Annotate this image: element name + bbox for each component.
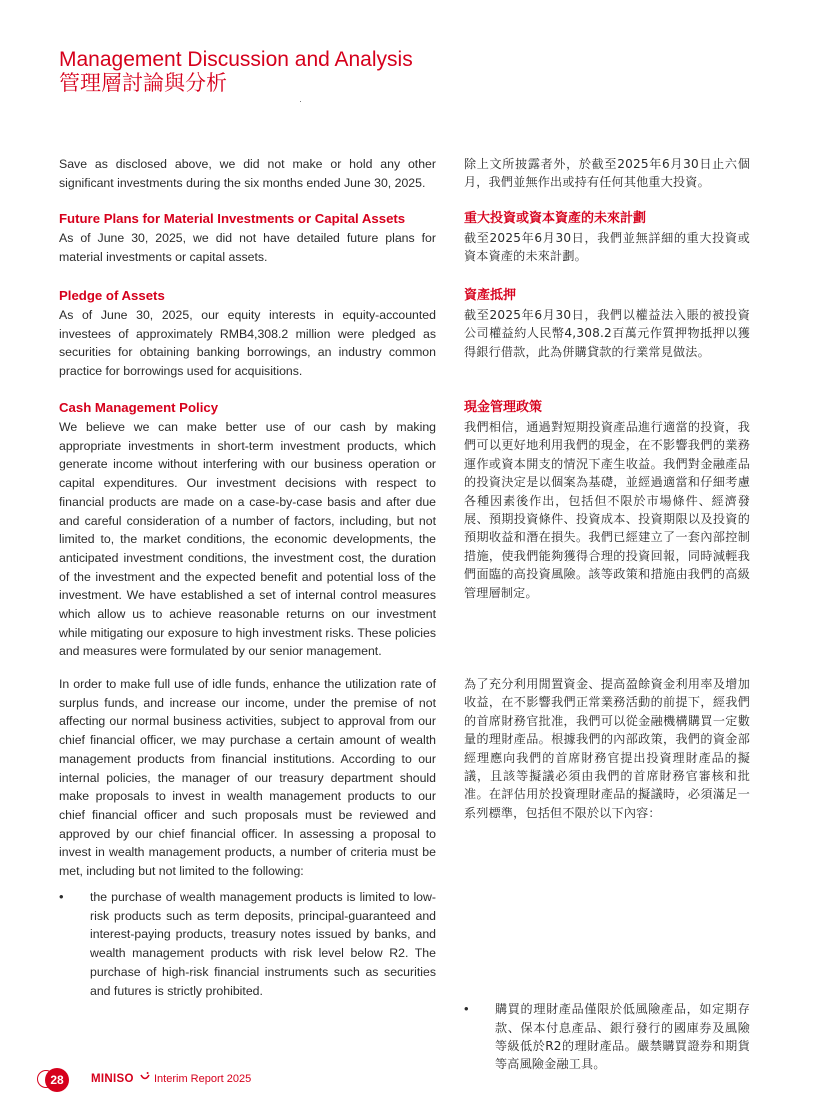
brand-logo-text: MINISO bbox=[91, 1073, 134, 1085]
future-plans-zh-block bbox=[464, 210, 750, 266]
pledge-heading-en: Pledge of Assets bbox=[59, 288, 165, 303]
idle-funds-paragraph-zh: 為了充分利用閒置資金、提高盈餘資金利用率及增加收益，在不影響我們正常業務活動的前提下，經我們的首席財務官批准，我們可以從金融機構購買一定數量的理財產品。根據我們的內部政策，我們的資金部經理應向我們的首席財務官提出投資理財產品的擬議，且該等擬議必須由我們的首席財務官審核和批准。在評估用於投資理財產品的擬議時，必須滿足一系列標準，包括但不限於以下內容： bbox=[464, 677, 750, 820]
future-plans-heading-zh: 重大投資或資本資產的未來計劃 bbox=[464, 211, 647, 226]
page-number: 28 bbox=[45, 1068, 69, 1092]
decorative-dot bbox=[300, 101, 301, 102]
future-plans-paragraph-zh: 截至2025年6月30日，我們並無詳細的重大投資或資本資產的未來計劃。 bbox=[464, 231, 750, 264]
cash-policy-en-block bbox=[59, 399, 436, 661]
cash-policy-heading-en: Cash Management Policy bbox=[59, 400, 219, 415]
intro-en-block bbox=[59, 155, 436, 192]
future-plans-heading-en: Future Plans for Material Investments or Capital Assets bbox=[59, 211, 406, 226]
page-footer bbox=[43, 1068, 343, 1092]
criteria-bullet-text-en: the purchase of wealth management products is limited to low-risk products such as term deposits, principal-guaranteed and interest-paying products, treasury notes issued by banks, and wealth management products with risk level below R2. The purchase of high-risk financial instruments such as securities and futures is strictly prohibited. bbox=[90, 890, 436, 998]
pledge-paragraph-en: As of June 30, 2025, our equity interests in equity-accounted investees of approximately RMB4,308.2 million were pledged as securities for obtaining banking borrowings, an industry common practice for borrowings used for acquisitions. bbox=[59, 308, 436, 379]
intro-zh-block bbox=[464, 155, 750, 192]
bullet-marker: • bbox=[464, 1001, 469, 1017]
intro-paragraph-en: Save as disclosed above, we did not make or hold any other significant investments during the six months ended June 30, 2025. bbox=[59, 157, 436, 190]
future-plans-en-block bbox=[59, 210, 436, 266]
idle-funds-paragraph-en: In order to make full use of idle funds, enhance the utilization rate of surplus funds, and increase our income, under the premise of not affecting our normal business activities, subject to approval from our chief financial officer, we may purchase a certain amount of wealth management products from financial institutions. According to our internal policies, the manager of our treasury department should make proposals to invest in wealth management products to our chief financial officer and such proposals must be reviewed and approved by our chief financial officer. In assessing a proposal to invest in wealth management products, a number of criteria must be met, including but not limited to the following: bbox=[59, 677, 436, 879]
idle-funds-zh-block bbox=[464, 675, 750, 822]
intro-paragraph-zh: 除上文所披露者外，於截至2025年6月30日止六個月，我們並無作出或持有任何其他重大投資。 bbox=[464, 157, 750, 190]
pledge-paragraph-zh: 截至2025年6月30日，我們以權益法入賬的被投資公司權益約人民幣4,308.2百萬元作質押物抵押以獲得銀行借款，此為併購貸款的行業常見做法。 bbox=[464, 308, 750, 359]
future-plans-paragraph-en: As of June 30, 2025, we did not have detailed future plans for material investments or capital assets. bbox=[59, 231, 436, 264]
cash-policy-paragraph-en: We believe we can make better use of our cash by making appropriate investments in short-term investment products, which generate income without interfering with our business operation or capital expenditures. Our investment decisions with respect to financial products are made on a case-by-case basis and after due and careful consideration of a number of factors, including, but not limited to, the market conditions, the economic developments, the anticipated investment conditions, the investment cost, the duration of the investment and the expected benefit and potential loss of the investment. We have established a set of internal control measures which allow us to achieve reasonable returns on our investment while mitigating our exposure to high investment risks. These policies and measures were formulated by our senior management. bbox=[59, 420, 436, 659]
page-title-english: Management Discussion and Analysis bbox=[59, 48, 413, 71]
bullet-marker: • bbox=[59, 889, 64, 904]
cash-policy-paragraph-zh: 我們相信，通過對短期投資產品進行適當的投資，我們可以更好地利用我們的現金，在不影響我們的業務運作或資本開支的情況下產生收益。我們對金融產品的投資決定是以個案為基礎，並經過適當和仔細考慮各種因素後作出，包括但不限於市場條件、經濟發展、預期投資條件、投資成本、投資期限以及投資的預期收益和潛在損失。我們已經建立了一套內部控制措施，使我們能夠獲得合理的投資回報，同時減輕我們面臨的高投資風險。該等政策和措施由我們的高級管理層制定。 bbox=[464, 420, 750, 600]
smile-logo-icon bbox=[139, 1071, 151, 1083]
pledge-en-block bbox=[59, 287, 436, 381]
criteria-bullet-zh bbox=[464, 1000, 750, 1074]
criteria-bullet-text-zh: 購買的理財產品僅限於低風險產品，如定期存款、保本付息產品、銀行發行的國庫券及風險等級低於R2的理財產品。嚴禁購買證券和期貨等高風險金融工具。 bbox=[495, 1002, 750, 1072]
criteria-bullet-en bbox=[59, 888, 436, 1000]
report-title: Interim Report 2025 bbox=[154, 1073, 252, 1085]
idle-funds-en-block bbox=[59, 675, 436, 881]
pledge-zh-block bbox=[464, 287, 750, 361]
page-title-chinese: 管理層討論與分析 bbox=[59, 71, 227, 95]
cash-policy-zh-block bbox=[464, 399, 750, 602]
pledge-heading-zh: 資產抵押 bbox=[464, 288, 517, 303]
cash-policy-heading-zh: 現金管理政策 bbox=[464, 400, 543, 415]
